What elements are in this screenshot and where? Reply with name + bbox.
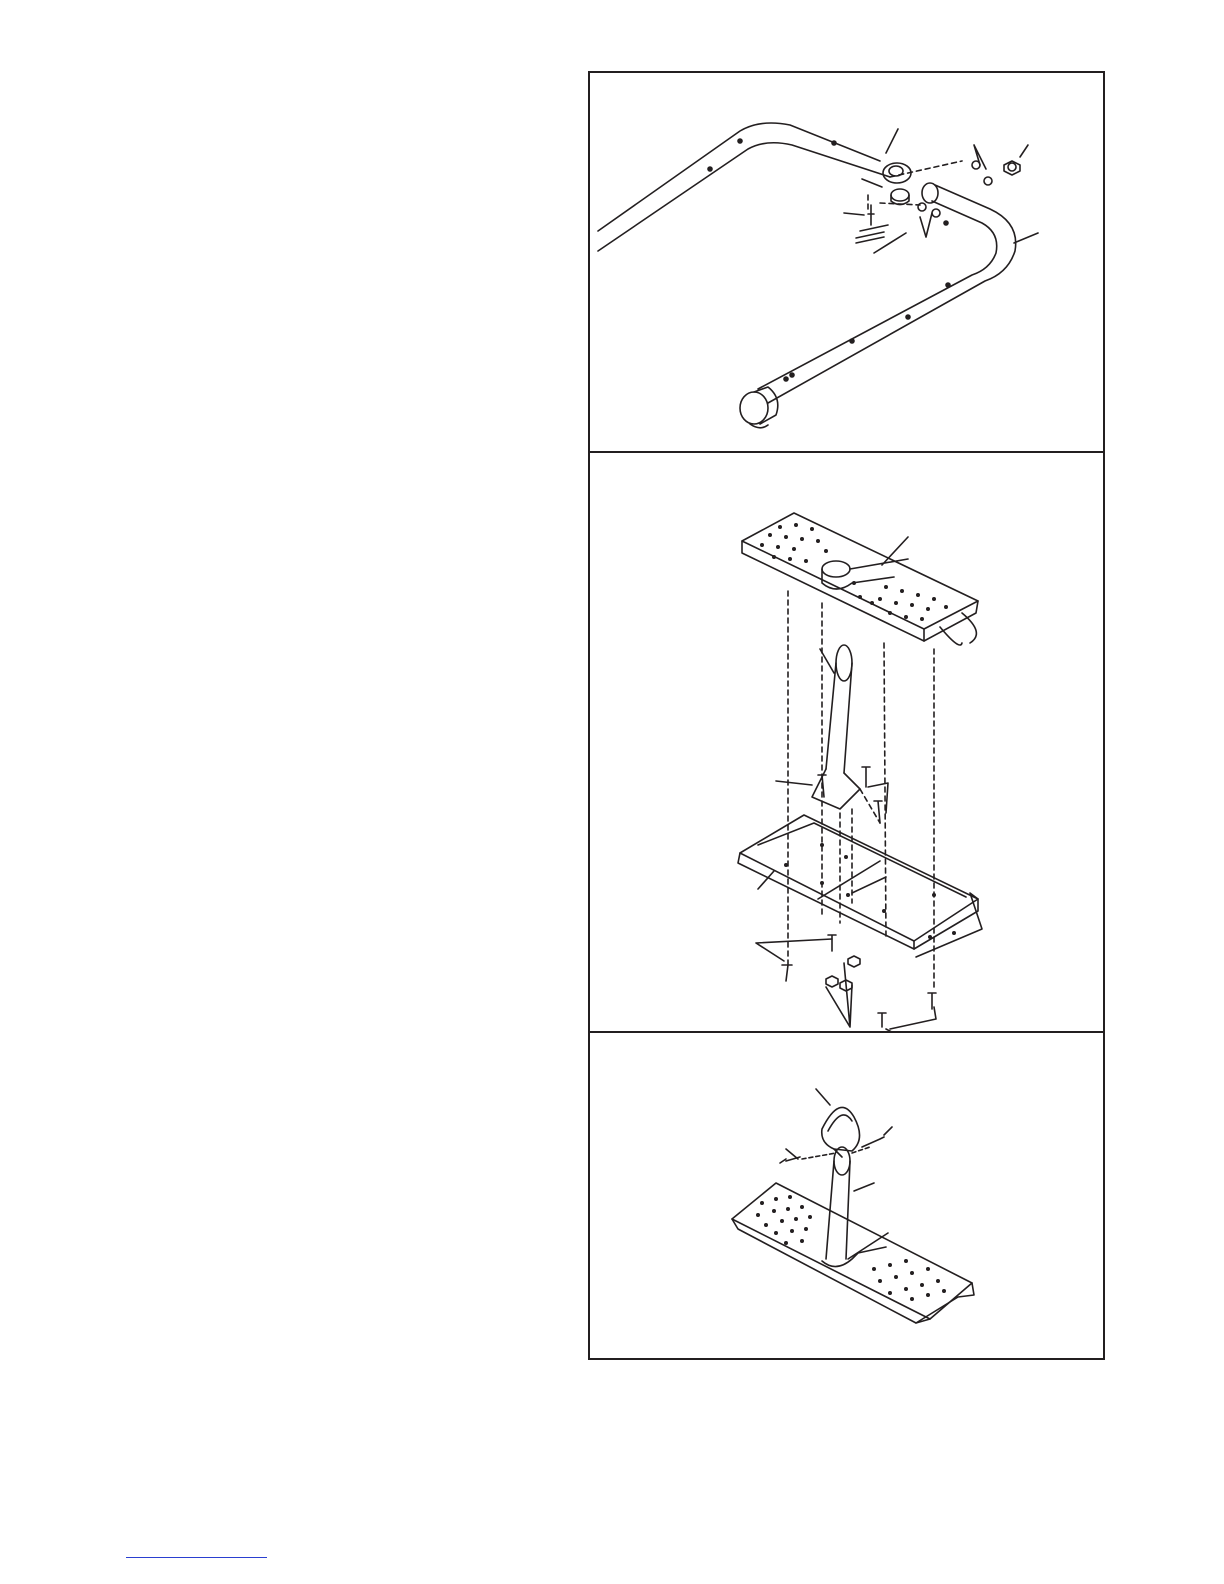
perforation-holes xyxy=(756,1195,946,1301)
pedal-platform-panel xyxy=(590,453,1103,1033)
pedal-cover xyxy=(822,1107,860,1151)
end-cap xyxy=(891,189,909,201)
pedal-platform-drawing xyxy=(590,453,1103,1031)
pedal-cover-panel xyxy=(590,1033,1103,1360)
pedal-cover-drawing xyxy=(590,1033,1103,1358)
frame-rail-drawing xyxy=(590,73,1103,451)
post-top xyxy=(836,645,852,681)
rubber-foot xyxy=(740,392,768,424)
callout-rail xyxy=(886,129,898,153)
lower-rail-outer xyxy=(768,185,1016,403)
assembly-diagram-frame xyxy=(588,71,1105,1360)
plate-boss xyxy=(822,561,850,577)
upper-rail-inner xyxy=(598,143,890,251)
pedal-plate xyxy=(732,1183,972,1319)
footer-link-rule xyxy=(126,1557,267,1558)
frame-rail-panel xyxy=(590,73,1103,453)
post-top xyxy=(834,1147,850,1175)
